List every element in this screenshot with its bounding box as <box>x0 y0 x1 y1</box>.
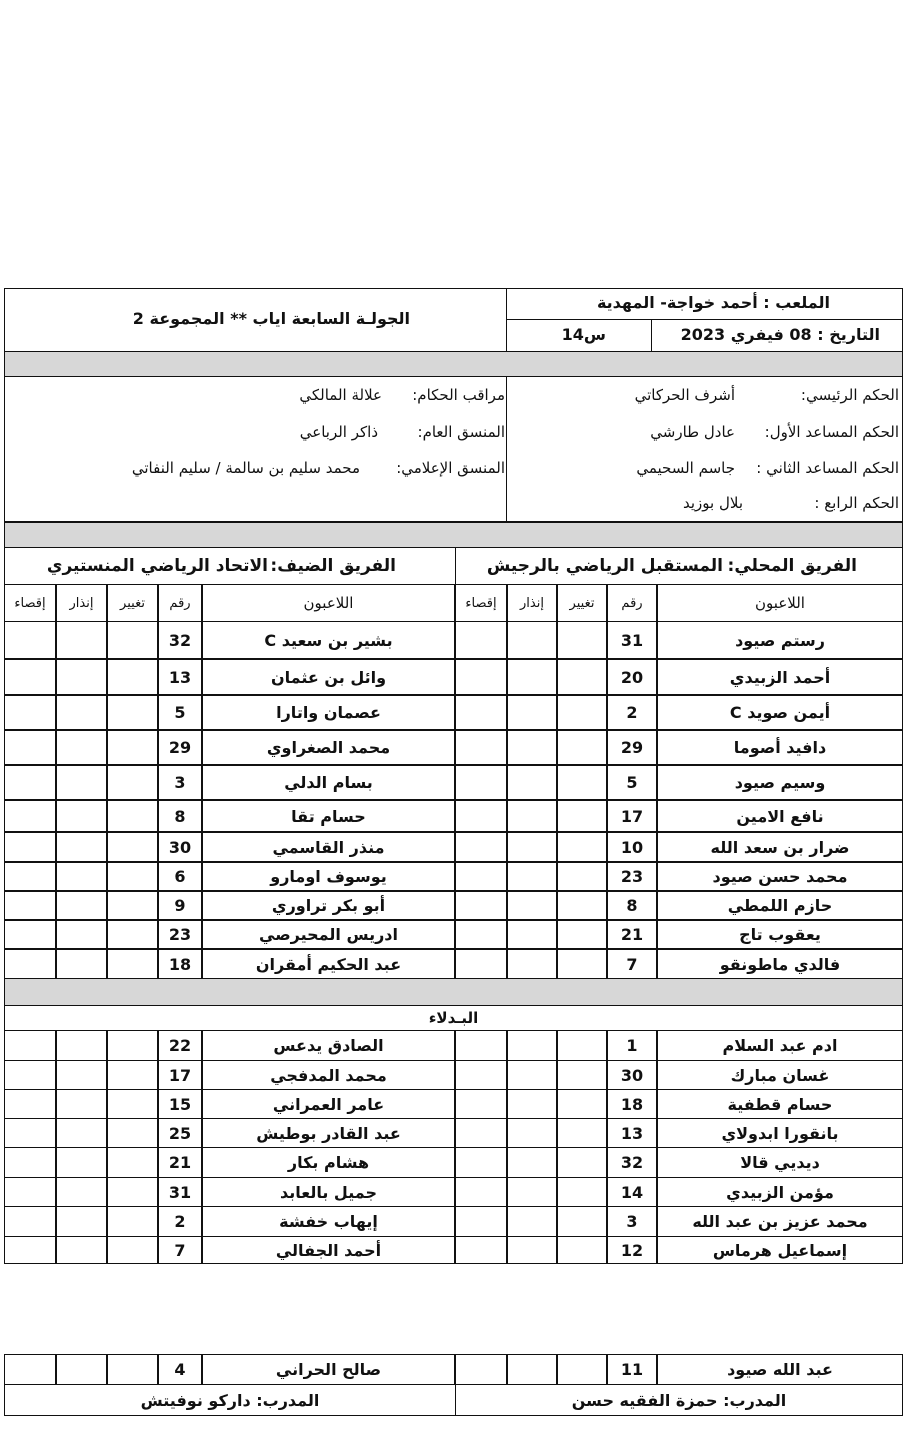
expulsion-cell <box>4 800 56 832</box>
col-change-header: تغيير <box>107 584 158 622</box>
player-name: محمد حسن صيود <box>657 862 903 891</box>
change-cell <box>557 891 607 920</box>
player-number: 20 <box>607 659 657 695</box>
warning-cell <box>56 800 107 832</box>
sub-name: إيهاب خفشة <box>202 1206 455 1237</box>
player-name: وسيم صيود <box>657 765 903 800</box>
time-text: س14 <box>561 325 606 344</box>
sub-number: 1 <box>607 1030 657 1061</box>
player-number: 18 <box>158 949 202 979</box>
player-name: حازم اللمطي <box>657 891 903 920</box>
sub-number: 12 <box>607 1236 657 1264</box>
sub-name: أحمد الجفالي <box>202 1236 455 1264</box>
warning-cell <box>507 949 557 979</box>
change-cell <box>557 1236 607 1264</box>
change-cell <box>557 1177 607 1207</box>
player-name: أحمد الزبيدي <box>657 659 903 695</box>
warning-cell <box>507 920 557 949</box>
expulsion-cell <box>455 1177 507 1207</box>
warning-cell <box>56 1118 107 1148</box>
sub-number: 17 <box>158 1060 202 1090</box>
col-change-header: تغيير <box>557 584 607 622</box>
col-number-header: رقم <box>607 584 657 622</box>
expulsion-cell <box>4 1089 56 1119</box>
warning-cell <box>56 1206 107 1237</box>
media-label: المنسق الإعلامي: <box>396 459 505 477</box>
expulsion-cell <box>455 1030 507 1061</box>
warning-cell <box>507 1354 557 1385</box>
change-cell <box>107 1089 158 1119</box>
player-name: بشير بن سعيد C <box>202 621 455 659</box>
player-number: 29 <box>607 730 657 765</box>
player-name: يعقوب تاج <box>657 920 903 949</box>
expulsion-cell <box>4 730 56 765</box>
referee-label: الحكم الرئيسي: <box>800 386 899 404</box>
player-name: أيمن صويد C <box>657 695 903 730</box>
expulsion-cell <box>4 1177 56 1207</box>
sub-number: 21 <box>158 1147 202 1178</box>
player-number: 31 <box>607 621 657 659</box>
player-name: أبو بكر تراوري <box>202 891 455 920</box>
expulsion-cell <box>455 1206 507 1237</box>
col-warning-header: إنذار <box>56 584 107 622</box>
change-cell <box>107 1030 158 1061</box>
sub-name: حسام قطفية <box>657 1089 903 1119</box>
sub-number: 13 <box>607 1118 657 1148</box>
change-cell <box>557 659 607 695</box>
change-cell <box>107 1060 158 1090</box>
col-expulsion-header: إقصاء <box>4 584 56 622</box>
player-number: 8 <box>158 800 202 832</box>
player-name: فالدي ماطونقو <box>657 949 903 979</box>
warning-cell <box>507 1118 557 1148</box>
warning-cell <box>56 621 107 659</box>
sub-number: 30 <box>607 1060 657 1090</box>
player-number: 13 <box>158 659 202 695</box>
referee-name: أشرف الحركاتي <box>634 386 735 404</box>
sub-number: 14 <box>607 1177 657 1207</box>
sub-name: جميل بالعابد <box>202 1177 455 1207</box>
sub-number: 2 <box>158 1206 202 1237</box>
warning-cell <box>507 1147 557 1178</box>
change-cell <box>107 765 158 800</box>
change-cell <box>557 949 607 979</box>
sub-name: غسان مبارك <box>657 1060 903 1090</box>
sub-name: الصادق يدعس <box>202 1030 455 1061</box>
warning-cell <box>507 862 557 891</box>
player-number: 9 <box>158 891 202 920</box>
player-number: 8 <box>607 891 657 920</box>
media-name: محمد سليم بن سالمة / سليم النفاتي <box>131 459 360 477</box>
sub-number: 7 <box>158 1236 202 1264</box>
expulsion-cell <box>455 659 507 695</box>
expulsion-cell <box>455 1147 507 1178</box>
change-cell <box>557 832 607 862</box>
assistant1-label: الحكم المساعد الأول: <box>764 423 899 441</box>
expulsion-cell <box>4 1060 56 1090</box>
expulsion-cell <box>4 862 56 891</box>
change-cell <box>107 891 158 920</box>
change-cell <box>557 1206 607 1237</box>
col-expulsion-header: إقصاء <box>455 584 507 622</box>
assistant2-name: جاسم السحيمي <box>636 459 735 477</box>
change-cell <box>557 920 607 949</box>
player-name: حسام تقا <box>202 800 455 832</box>
change-cell <box>107 1118 158 1148</box>
change-cell <box>557 765 607 800</box>
separator-band <box>4 522 903 548</box>
separator-band <box>4 351 903 377</box>
player-name: عبد الحكيم أمقران <box>202 949 455 979</box>
round-text: الجولـة السابعة اياب ** المجموعة 2 <box>132 309 410 328</box>
sub-name: بانقورا ابدولاي <box>657 1118 903 1148</box>
home-team-label: الفريق المحلي: <box>727 556 857 576</box>
sub-name: محمد عزيز بن عبد الله <box>657 1206 903 1237</box>
player-name: يوسوف اومارو <box>202 862 455 891</box>
sub-name: عامر العمراني <box>202 1089 455 1119</box>
change-cell <box>107 832 158 862</box>
sub-number: 32 <box>607 1147 657 1178</box>
expulsion-cell <box>455 1118 507 1148</box>
assistant2-label: الحكم المساعد الثاني : <box>756 459 899 477</box>
expulsion-cell <box>4 1030 56 1061</box>
player-name: محمد الصغراوي <box>202 730 455 765</box>
change-cell <box>107 730 158 765</box>
subs-title-cell: البـدلاء <box>4 1005 903 1031</box>
change-cell <box>107 659 158 695</box>
sub-name: ادم عبد السلام <box>657 1030 903 1061</box>
expulsion-cell <box>4 621 56 659</box>
change-cell <box>557 730 607 765</box>
home-coach: المدرب: حمزة الفقيه حسن <box>455 1384 903 1416</box>
player-number: 5 <box>607 765 657 800</box>
change-cell <box>107 695 158 730</box>
expulsion-cell <box>4 949 56 979</box>
expulsion-cell <box>455 862 507 891</box>
player-number: 29 <box>158 730 202 765</box>
change-cell <box>107 1354 158 1385</box>
expulsion-cell <box>455 621 507 659</box>
expulsion-cell <box>4 765 56 800</box>
change-cell <box>107 1147 158 1178</box>
player-name: دافيد أصوما <box>657 730 903 765</box>
expulsion-cell <box>455 800 507 832</box>
warning-cell <box>56 1147 107 1178</box>
expulsion-cell <box>455 832 507 862</box>
player-number: 3 <box>158 765 202 800</box>
change-cell <box>557 1089 607 1119</box>
warning-cell <box>56 832 107 862</box>
change-cell <box>107 1206 158 1237</box>
player-number: 7 <box>607 949 657 979</box>
warning-cell <box>56 695 107 730</box>
sub-name: مؤمن الزبيدي <box>657 1177 903 1207</box>
warning-cell <box>507 1089 557 1119</box>
player-number: 10 <box>607 832 657 862</box>
expulsion-cell <box>455 695 507 730</box>
warning-cell <box>507 1206 557 1237</box>
warning-cell <box>56 659 107 695</box>
expulsion-cell <box>455 765 507 800</box>
expulsion-cell <box>4 1118 56 1148</box>
warning-cell <box>507 1060 557 1090</box>
warning-cell <box>56 765 107 800</box>
away-team-label: الفريق الضيف: <box>270 556 396 576</box>
expulsion-cell <box>4 695 56 730</box>
player-name: منذر القاسمي <box>202 832 455 862</box>
extra-sub-number: 11 <box>607 1354 657 1385</box>
sub-number: 22 <box>158 1030 202 1061</box>
player-number: 6 <box>158 862 202 891</box>
change-cell <box>557 621 607 659</box>
change-cell <box>557 1147 607 1178</box>
warning-cell <box>56 1354 107 1385</box>
warning-cell <box>507 621 557 659</box>
observer-label: مراقب الحكام: <box>412 386 505 404</box>
player-number: 30 <box>158 832 202 862</box>
away-coach: المدرب: داركو نوفيتش <box>4 1384 456 1416</box>
expulsion-cell <box>4 1206 56 1237</box>
warning-cell <box>56 920 107 949</box>
sub-name: عبد القادر بوطيش <box>202 1118 455 1148</box>
change-cell <box>107 800 158 832</box>
warning-cell <box>56 730 107 765</box>
change-cell <box>107 621 158 659</box>
expulsion-cell <box>455 949 507 979</box>
sub-number: 15 <box>158 1089 202 1119</box>
home-team-name: المستقبل الرياضي بالرجيش <box>486 556 723 576</box>
sub-number: 25 <box>158 1118 202 1148</box>
player-number: 21 <box>607 920 657 949</box>
assistant1-name: عادل طارشي <box>650 423 735 441</box>
change-cell <box>107 862 158 891</box>
sub-number: 18 <box>607 1089 657 1119</box>
extra-sub-name: عبد الله صيود <box>657 1354 903 1385</box>
warning-cell <box>507 891 557 920</box>
warning-cell <box>56 1030 107 1061</box>
expulsion-cell <box>455 920 507 949</box>
change-cell <box>107 949 158 979</box>
player-name: ادريس المحيرصي <box>202 920 455 949</box>
observer-name: علالة المالكي <box>299 386 382 404</box>
warning-cell <box>56 1236 107 1264</box>
player-name: ضرار بن سعد الله <box>657 832 903 862</box>
expulsion-cell <box>4 1236 56 1264</box>
warning-cell <box>507 1236 557 1264</box>
player-name: نافع الامين <box>657 800 903 832</box>
player-name: بسام الدلي <box>202 765 455 800</box>
fourth-name: بلال بوزيد <box>682 494 743 512</box>
player-number: 17 <box>607 800 657 832</box>
player-name: رستم صيود <box>657 621 903 659</box>
player-number: 2 <box>607 695 657 730</box>
expulsion-cell <box>4 920 56 949</box>
sub-number: 3 <box>607 1206 657 1237</box>
warning-cell <box>56 1177 107 1207</box>
warning-cell <box>507 730 557 765</box>
change-cell <box>557 695 607 730</box>
stadium-text: الملعب : أحمد خواجة- المهدية <box>596 293 830 312</box>
change-cell <box>107 1236 158 1264</box>
expulsion-cell <box>4 1147 56 1178</box>
sub-name: ديديي قالا <box>657 1147 903 1178</box>
coordinator-name: ذاكر الرباعي <box>299 423 378 441</box>
player-name: وائل بن عثمان <box>202 659 455 695</box>
change-cell <box>107 1177 158 1207</box>
change-cell <box>557 1030 607 1061</box>
date-text: التاريخ : 08 فيفري 2023 <box>680 325 880 344</box>
warning-cell <box>56 949 107 979</box>
warning-cell <box>56 862 107 891</box>
warning-cell <box>56 1060 107 1090</box>
warning-cell <box>507 765 557 800</box>
change-cell <box>557 800 607 832</box>
player-number: 32 <box>158 621 202 659</box>
col-players-header: اللاعبون <box>202 584 455 622</box>
expulsion-cell <box>455 1060 507 1090</box>
expulsion-cell <box>455 1354 507 1385</box>
warning-cell <box>507 1030 557 1061</box>
player-number: 23 <box>607 862 657 891</box>
fourth-label: الحكم الرابع : <box>814 494 899 512</box>
warning-cell <box>507 1177 557 1207</box>
coordinator-label: المنسق العام: <box>417 423 505 441</box>
warning-cell <box>507 832 557 862</box>
sub-number: 31 <box>158 1177 202 1207</box>
col-warning-header: إنذار <box>507 584 557 622</box>
expulsion-cell <box>4 1354 56 1385</box>
warning-cell <box>507 659 557 695</box>
warning-cell <box>56 1089 107 1119</box>
expulsion-cell <box>455 891 507 920</box>
expulsion-cell <box>4 891 56 920</box>
sub-name: محمد المدفجي <box>202 1060 455 1090</box>
warning-cell <box>507 800 557 832</box>
change-cell <box>557 1060 607 1090</box>
away-team-name: الاتحاد الرياضي المنستيري <box>46 556 268 576</box>
change-cell <box>557 862 607 891</box>
player-number: 23 <box>158 920 202 949</box>
expulsion-cell <box>4 659 56 695</box>
expulsion-cell <box>455 730 507 765</box>
col-number-header: رقم <box>158 584 202 622</box>
expulsion-cell <box>455 1236 507 1264</box>
separator-band <box>4 978 903 1006</box>
warning-cell <box>56 891 107 920</box>
col-players-header: اللاعبون <box>657 584 903 622</box>
change-cell <box>557 1354 607 1385</box>
extra-sub-name: صالح الحراني <box>202 1354 455 1385</box>
change-cell <box>107 920 158 949</box>
expulsion-cell <box>4 832 56 862</box>
player-number: 5 <box>158 695 202 730</box>
sub-name: هشام بكار <box>202 1147 455 1178</box>
sub-name: إسماعيل هرماس <box>657 1236 903 1264</box>
extra-sub-number: 4 <box>158 1354 202 1385</box>
player-name: عصمان واتارا <box>202 695 455 730</box>
warning-cell <box>507 695 557 730</box>
change-cell <box>557 1118 607 1148</box>
expulsion-cell <box>455 1089 507 1119</box>
